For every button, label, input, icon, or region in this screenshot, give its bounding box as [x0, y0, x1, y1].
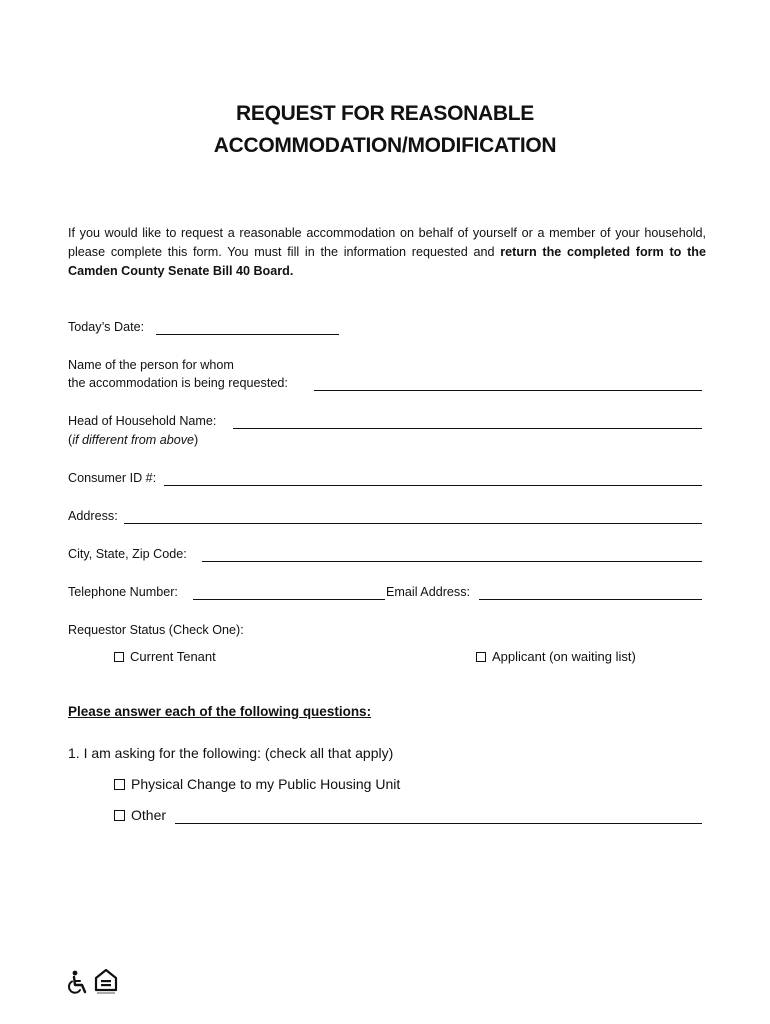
requestor-status-label: Requestor Status (Check One): [68, 623, 244, 637]
intro-text: If you would like to request a reasonable accommodation on behalf of yourself or a member of your household, please complete this form. You must fill in the information requested and [68, 226, 706, 259]
physical-change-option[interactable] [114, 776, 400, 792]
other-label: Other [131, 807, 167, 823]
checkbox-icon[interactable] [114, 810, 125, 821]
checkbox-icon[interactable] [476, 652, 486, 662]
footer-logos [66, 968, 118, 1001]
city-state-zip-field[interactable] [202, 561, 702, 562]
question-1: 1. I am asking for the following: (check all that apply) [68, 745, 394, 761]
note-text: if different from above [72, 433, 195, 447]
consumer-id-field[interactable] [164, 485, 702, 486]
consumer-id-label: Consumer ID #: [68, 471, 157, 485]
city-state-zip-label: City, State, Zip Code: [68, 547, 187, 561]
current-tenant-label: Current Tenant [130, 649, 216, 664]
current-tenant-option[interactable] [114, 649, 216, 664]
applicant-label: Applicant (on waiting list) [492, 649, 636, 664]
equal-housing-opportunity-icon [94, 968, 118, 1001]
form-title-line-2: ACCOMMODATION/MODIFICATION [213, 134, 557, 157]
todays-date-field[interactable] [156, 334, 339, 335]
questions-heading: Please answer each of the following questions: [68, 704, 372, 719]
intro-bold-text: return the completed form to the Camden County Senate Bill 40 Board. [68, 245, 707, 278]
other-option[interactable] [114, 807, 166, 823]
checkbox-icon[interactable] [114, 652, 124, 662]
head-of-household-field[interactable] [233, 428, 702, 429]
head-of-household-note [68, 431, 198, 450]
name-field[interactable] [314, 390, 702, 391]
applicant-option[interactable] [476, 649, 636, 664]
address-field[interactable] [124, 523, 702, 524]
email-label: Email Address: [386, 585, 470, 599]
head-of-household-label: Head of Household Name: [68, 414, 217, 428]
telephone-label: Telephone Number: [68, 585, 178, 599]
name-label-line-1: Name of the person for whom [68, 358, 234, 372]
email-field[interactable] [479, 599, 702, 600]
todays-date-label: Today’s Date: [68, 320, 145, 334]
other-field[interactable] [175, 823, 702, 824]
checkbox-icon[interactable] [114, 779, 125, 790]
name-label-line-2: the accommodation is being requested: [68, 376, 288, 390]
wheelchair-accessibility-icon [66, 970, 90, 1001]
note-open: ( [68, 433, 73, 447]
telephone-field[interactable] [193, 599, 385, 600]
address-label: Address: [68, 509, 118, 523]
physical-change-label: Physical Change to my Public Housing Unit [131, 776, 401, 792]
form-title-line-1: REQUEST FOR REASONABLE [236, 102, 534, 125]
note-close: ) [194, 433, 199, 447]
intro-paragraph [68, 224, 706, 281]
